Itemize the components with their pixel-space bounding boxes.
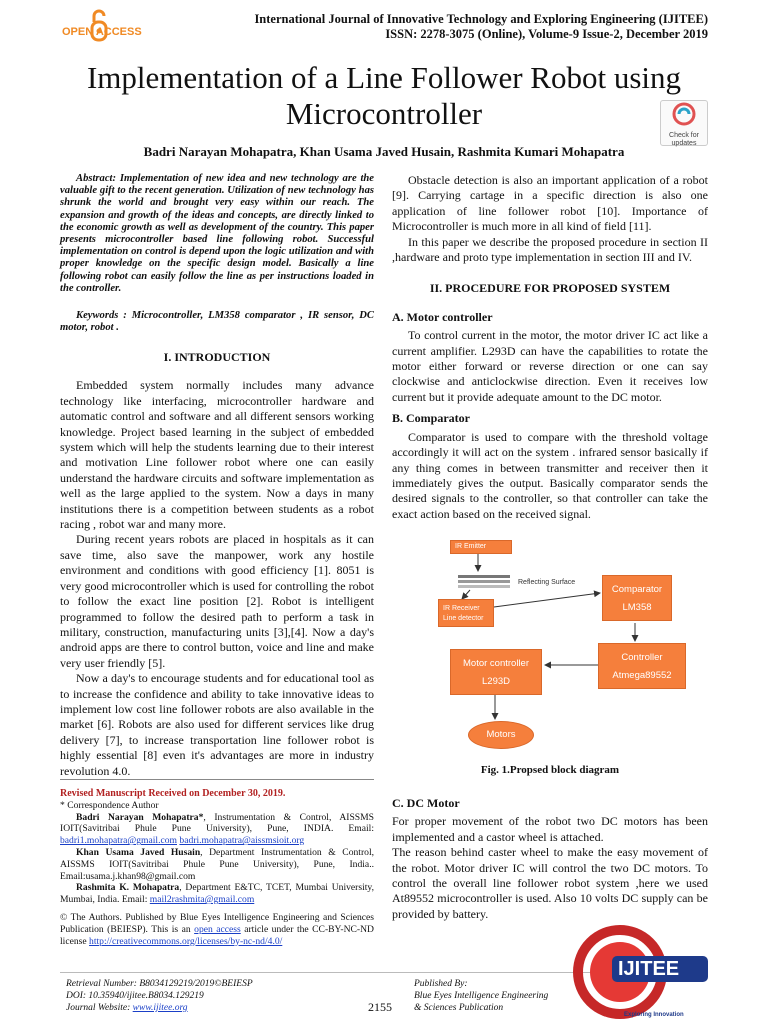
- abstract: [60, 173, 374, 295]
- atmega-label: Atmega89552: [612, 670, 672, 681]
- retrieval-number: Retrieval Number: B8034129219/2019©BEIESP: [66, 979, 253, 989]
- journal-name: International Journal of Innovative Technology and Exploring Engineering (IJITEE): [254, 12, 708, 26]
- website-label: Journal Website:: [66, 1003, 133, 1013]
- paper-title: [60, 60, 708, 132]
- l293d-label: L293D: [482, 676, 510, 687]
- title-line-1: Implementation of a Line Follower Robot using: [86, 60, 682, 95]
- author-3-affiliation: [60, 882, 374, 906]
- controller-box: [598, 643, 686, 689]
- comparator-box: [602, 575, 672, 621]
- right-paragraph-1: Obstacle detection is also an important application of a robot [9]. Carrying cartage in a specific direction is also one application of line follower robot [10]. Importance of Microcontroller is much more in all kind of field [11].: [392, 173, 708, 234]
- block-diagram: [430, 535, 690, 755]
- intro-paragraph-1: Embedded system normally includes many advance technology like interfacing, microcontroller hardware and automatic control and software and all different sensors working knowledge. Project based learning in the subject of embedded system which will help the students learning due to their interest and motivation Line follower robot where one can easily understand the hardware circuits and software implementation as well as the large applied to the system. Now a days in many institutions there is a competition between students as a robot racing , robot war and many more.: [60, 378, 374, 532]
- license-middle: article under the CC-BY-NC-ND license: [60, 923, 374, 947]
- line-detector-label: Line detector: [443, 615, 484, 622]
- figure-caption: Fig. 1.Propsed block diagram: [480, 764, 620, 776]
- author-2-text: , Department Instrumentation & Control, AISSMS IOIT(Savitribai Phule Pune University), Pune, India.. Email:usama.j.khan98@gmail.com: [60, 846, 375, 882]
- author-3-name: Rashmita K. Mohapatra: [76, 882, 180, 894]
- badge-text-1: Check for: [669, 132, 699, 139]
- check-for-updates-badge[interactable]: [660, 100, 708, 146]
- ijitee-logo: [560, 920, 710, 1020]
- author-1-text: , Instrumentation & Control, AISSMS IOIT(Savitribai Phule Pune University), Pune, INDIA. Email:: [60, 811, 375, 835]
- keywords: Keywords : Microcontroller, LM358 comparator , IR sensor, DC motor, robot .: [60, 310, 374, 334]
- author-list: Badri Narayan Mohapatra, Khan Usama Javed Husain, Rashmita Kumari Mohapatra: [143, 144, 625, 159]
- publisher-line-2: & Sciences Publication: [414, 1003, 504, 1013]
- section-2-heading: II. PROCEDURE FOR PROPOSED SYSTEM: [429, 281, 671, 296]
- author-1-email-2[interactable]: badri.mohapatra@aissmsioit.org: [179, 835, 305, 847]
- title-line-2: Microcontroller: [285, 96, 483, 131]
- journal-issn: ISSN: 2278-3075 (Online), Volume-9 Issue-2, December 2019: [385, 27, 708, 41]
- abstract-text: : Implementation of new idea and new technology are the valuable gift to the recent generation. Utilization of new technology has shrunk the world and brought very easy within our reach. The expansion and growth of the ideas and concepts, are directly linked to the economic growth as well as development of the country. This paper presents microcontroller based line following robot. Successful implementation on control is depend upon the logic utilization and with proper knowledge on the specific design model. Basically a line following robot can easily follow the line as per instructions loaded in the controller.: [60, 173, 374, 294]
- check-for-updates-icon: [661, 101, 707, 127]
- author-3-email[interactable]: mail2rashmita@gmail.com: [149, 894, 255, 906]
- license-note: [60, 912, 374, 947]
- intro-paragraph-2: During recent years robots are placed in hospitals as it can save time, also save the manpower, work any hostile environment and conditions with good efficiency [1]. 8051 is very good microcontroller which is used for controlling the robot to follow the exact line position [2]. Robot is intelligent programmed to follow the desired path to perform a task in military, construction, manufacturing units [3],[4]. Now a day's android apps are there to control button, voice and line and make very user friendly [5].: [60, 532, 374, 670]
- published-by: Published By:: [414, 979, 468, 989]
- revised-note: Revised Manuscript Received on December 30, 2019.: [60, 788, 286, 799]
- author-3-text: , Department E&TC, TCET, Mumbai University, Mumbai, India. Email:: [60, 882, 375, 906]
- author-1-affiliation: [60, 812, 374, 847]
- comparator-heading: B. Comparator: [392, 411, 470, 426]
- publisher-line-1: Blue Eyes Intelligence Engineering: [414, 991, 549, 1001]
- motors-ellipse: Motors: [468, 721, 534, 749]
- doi: DOI: 10.35940/ijitee.B8034.129219: [66, 991, 204, 1001]
- author-1-name: Badri Narayan Mohapatra*: [76, 811, 204, 823]
- motor-controller-label: Motor controller: [463, 658, 529, 669]
- footer-left: [66, 978, 253, 1014]
- dc-motor-section: [392, 796, 708, 922]
- ir-emitter-box: IR Emitter: [450, 540, 512, 554]
- dc-motor-paragraph-2: The reason behind caster wheel to make the easy movement of the robot. Motor driver IC will control the two DC motors. To control the overall line follower robot system ,here we used At89552 microcontroller is used. Also 10 volts DC supply can be provided by battery.: [392, 845, 708, 921]
- intro-heading: I. INTRODUCTION: [163, 350, 271, 364]
- journal-website: [66, 1002, 253, 1014]
- ir-receiver-box: [438, 599, 494, 627]
- motor-controller-box: [450, 649, 542, 695]
- exploring-innovation-text: Exploring Innovation: [624, 1012, 684, 1018]
- badge-text-2: updates: [671, 140, 697, 147]
- ir-receiver-label: IR Receiver: [443, 605, 480, 612]
- reflecting-surface-label: Reflecting Surface: [518, 579, 576, 586]
- page-number: 2155: [368, 1000, 392, 1014]
- lm358-label: LM358: [622, 602, 652, 613]
- comparator-label: Comparator: [611, 584, 663, 595]
- author-1-email-1[interactable]: badri1.mohapatra@gmail.com: [60, 835, 177, 847]
- open-access-link[interactable]: open access: [194, 923, 241, 935]
- right-column-top: [392, 173, 708, 522]
- motor-controller-heading: A. Motor controller: [392, 309, 493, 324]
- dc-motor-heading: C. DC Motor: [392, 796, 460, 810]
- website-link[interactable]: www.ijitee.org: [132, 1003, 188, 1013]
- comparator-text: Comparator is used to compare with the threshold voltage accordingly it will act on the system . infrared sensor basically if any thing comes in between transmitter and receiver then it immediately gives the output. Basically comparator sends the desired signals to the controller, so that controller can take the exact action based on the received signal.: [392, 429, 708, 521]
- license-url-link[interactable]: http://creativecommons.org/licenses/by-nc-nd/4.0/: [89, 935, 283, 947]
- author-2-affiliation: [60, 847, 374, 882]
- footnote-rule: [60, 779, 374, 780]
- open-access-text: OPEN ACCESS: [62, 26, 142, 38]
- controller-label: Controller: [621, 652, 663, 663]
- ijitee-logo-text: IJITEE: [618, 958, 680, 980]
- right-paragraph-2: In this paper we describe the proposed procedure in section II ,hardware and proto type implementation in section III and IV.: [392, 234, 708, 265]
- footnotes: [60, 788, 374, 947]
- intro-paragraph-3: Now a day's to encourage students and for educational tool as to increase the confidence and ability to take innovative ideas to implement low cost line follower robots are also available in the market [6]. Robots are also used for different services like drug delivery [7], to increase transportation line follower robot is highly essential [8] even it's advantages are more in industry revolution 4.0.: [60, 671, 374, 778]
- introduction-section: [60, 350, 374, 779]
- dc-motor-paragraph-1: For proper movement of the robot two DC motors has been implemented and a castor wheel is attached.: [392, 814, 708, 844]
- correspondence-note: * Correspondence Author: [60, 799, 159, 811]
- license-prefix: © The Authors. Published by Blue Eyes Intelligence Engineering and Sciences Publication (BEIESP). This is an: [60, 911, 374, 935]
- author-2-name: Khan Usama Javed Husain: [76, 846, 201, 858]
- motor-controller-text: To control current in the motor, the motor driver IC act like a current amplifier. L293D can have the capabilities to rotate the motor either forward or reverse direction or one can say clockwise and anticlockwise direction. Even it receives low current but it provide adequate amount to the DC motor.: [392, 328, 708, 404]
- footer-publisher: [414, 978, 548, 1014]
- abstract-label: Abstract: [76, 173, 113, 184]
